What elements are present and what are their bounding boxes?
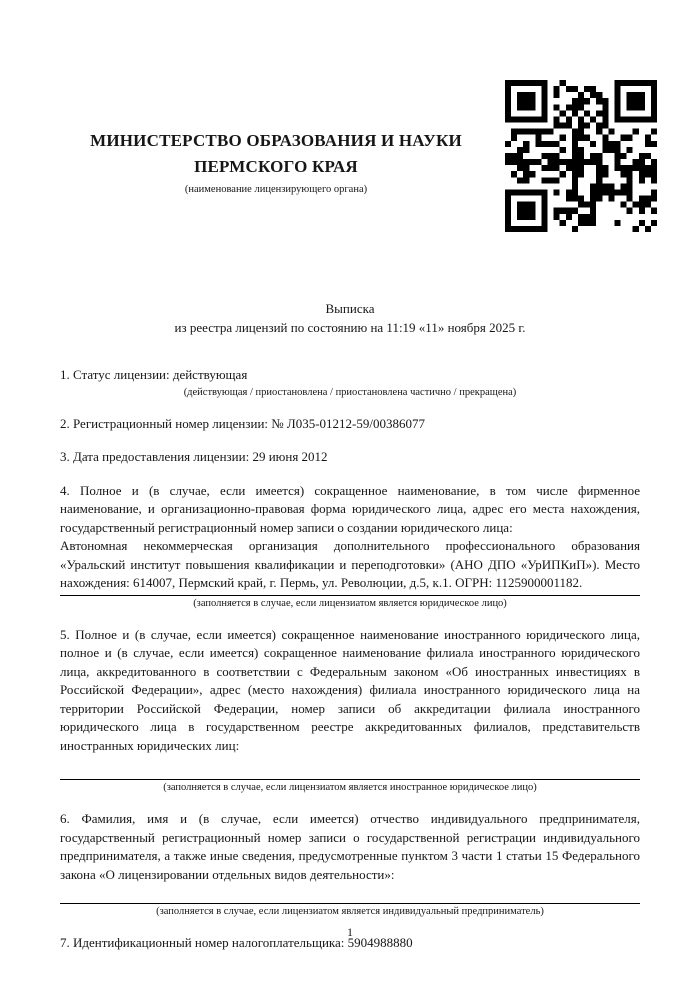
foreign-entity-note: (заполняется в случае, если лицензиатом является иностранное юридическое лицо)	[163, 782, 537, 793]
item-registration-number	[60, 415, 640, 434]
licensing-authority-block	[62, 128, 490, 197]
item-license-status	[60, 366, 640, 400]
registration-number-text: 2. Регистрационный номер лицензии: № Л035-01212-59/00386077	[60, 415, 426, 431]
item-grant-date	[60, 448, 640, 467]
title-line2: из реестра лицензий по состоянию на 11:19 «11» ноября 2025 г.	[174, 319, 526, 335]
item-individual-entrepreneur	[60, 810, 640, 919]
foreign-entity-question: 5. Полное и (в случае, если имеется) сокращенное наименование иностранного юридического лица, полное и (в случае, если имеется) сокращенное наименование филиала иностранного юридического лица, аккредитованного в соответствии с Федеральным законом «Об иностранных инвестициях в Российской Федерации», адрес (место нахождения) филиала иностранного юридического лица на территории Российской Федерации, номер записи об аккредитации филиала иностранного юридического лица в государственном реестре аккредитованных филиалов, представительств иностранных юридических лиц:	[60, 626, 640, 753]
item-legal-entity	[60, 482, 640, 611]
grant-date-text: 3. Дата предоставления лицензии: 29 июня 2012	[60, 449, 328, 464]
entrepreneur-note: (заполняется в случае, если лицензиатом является индивидуальный предприниматель)	[156, 906, 544, 917]
page-number: 1	[347, 924, 353, 939]
document-title	[60, 300, 640, 337]
ministry-name-line1: МИНИСТЕРСТВО ОБРАЗОВАНИЯ И НАУКИ	[90, 131, 462, 150]
ministry-name-line2: ПЕРМСКОГО КРАЯ	[194, 157, 358, 176]
entrepreneur-question: 6. Фамилия, имя и (в случае, если имеется) отчество индивидуального предпринимателя, государственный регистрационный номер записи о государственной регистрации индивидуального предпринимателя, а также иные сведения, предусмотренные пунктом 3 части 1 статьи 15 Федерального закона «О лицензировании отдельных видов деятельности»:	[60, 811, 640, 882]
license-status-text: 1. Статус лицензии: действующая	[60, 367, 248, 382]
legal-entity-value: Автономная некоммерческая организация дополнительного профессионального образования «Уральский институт повышения квалификации и переподготовки» (АНО ДПО «УрИПКиП»). Место нахождения: 614007, Пермский край, г. Пермь, ул. Революции, д.5, к.1. ОГРН: 1125900001182.	[60, 538, 640, 590]
item-foreign-entity	[60, 626, 640, 796]
document-header	[0, 0, 700, 300]
licensing-authority-caption: (наименование лицензирующего органа)	[184, 184, 368, 195]
title-line1: Выписка	[325, 301, 375, 316]
legal-entity-note: (заполняется в случае, если лицензиатом является юридическое лицо)	[193, 597, 507, 609]
license-status-note: (действующая / приостановлена / приостановлена частично / прекращена)	[183, 386, 517, 398]
items-list	[60, 366, 640, 953]
document-body	[0, 300, 700, 953]
taxpayer-id-text: 7. Идентификационный номер налогоплательщика: 5904988880	[60, 935, 413, 950]
qr-code-icon	[505, 80, 657, 232]
legal-entity-question: 4. Полное и (в случае, если имеется) сокращенное наименование, в том числе фирменное наименование, и организационно-правовая форма юридического лица, адрес его места нахождения, государственный регистрационный номер записи о создании юридического лица:	[60, 482, 640, 535]
